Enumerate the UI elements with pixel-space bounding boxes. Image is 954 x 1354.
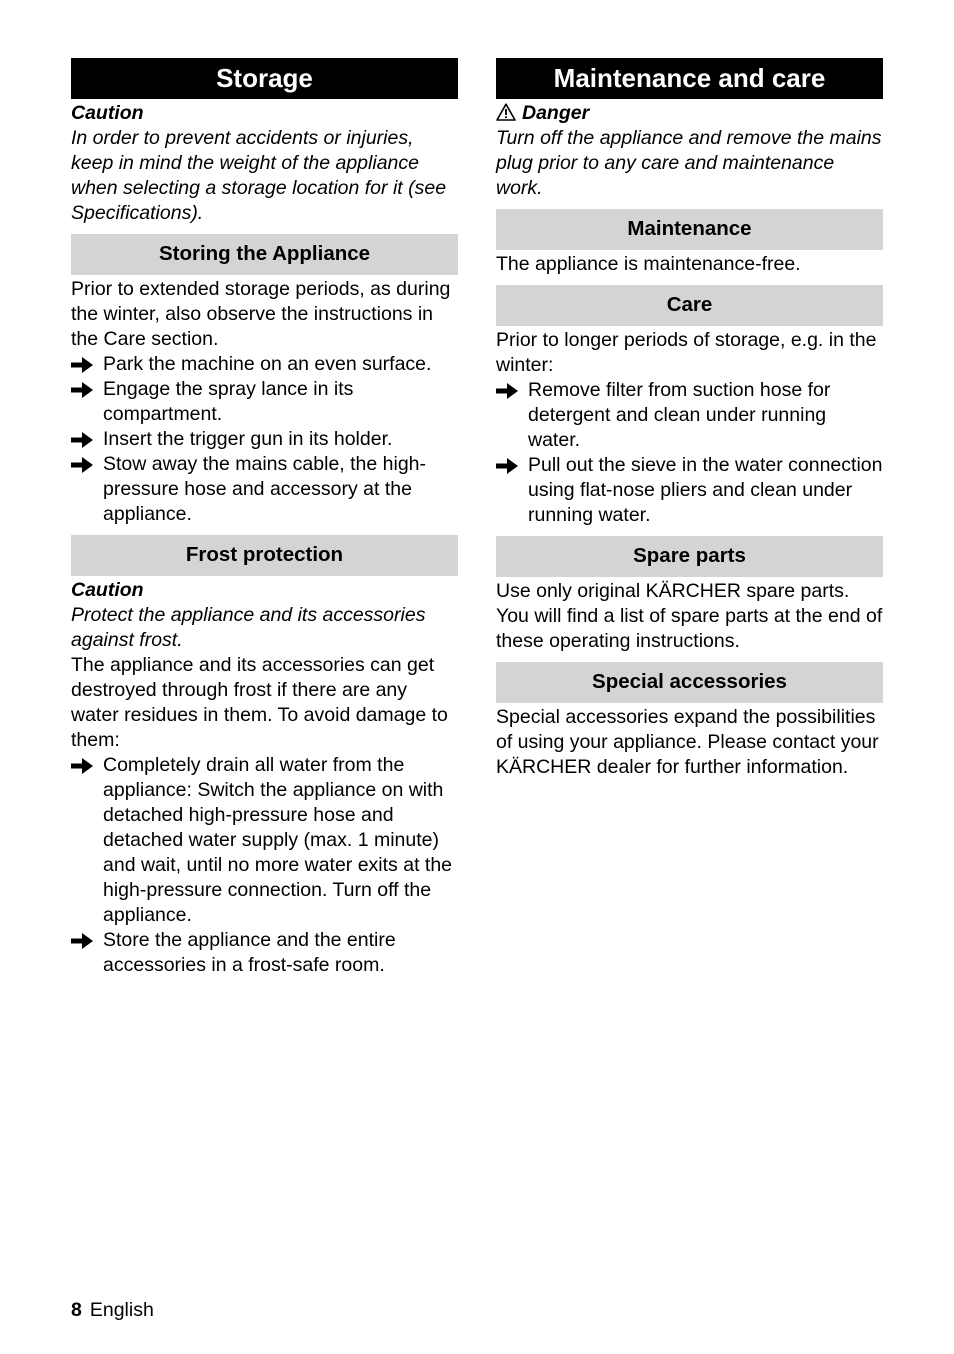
warning-triangle-icon — [496, 103, 516, 121]
arrow-right-icon — [71, 432, 93, 448]
special-accessories-heading: Special accessories — [496, 662, 883, 703]
storing-step-text: Park the machine on an even surface. — [103, 353, 432, 375]
footer-language: English — [89, 1299, 154, 1321]
page-footer — [71, 1298, 154, 1323]
maintenance-care-heading: Maintenance and care — [496, 58, 883, 99]
storing-appliance-heading: Storing the Appliance — [71, 234, 458, 275]
arrow-right-icon — [71, 758, 93, 774]
frost-step — [71, 753, 458, 928]
arrow-right-icon — [496, 458, 518, 474]
maintenance-column — [496, 58, 883, 780]
storing-intro: Prior to extended storage periods, as during the winter, also observe the instructions in the Care section. — [71, 278, 451, 350]
arrow-right-icon — [71, 457, 93, 473]
arrow-right-icon — [71, 382, 93, 398]
care-intro: Prior to longer periods of storage, e.g. in the winter: — [496, 329, 877, 376]
storing-step — [71, 452, 458, 527]
frost-intro: The appliance and its accessories can get destroyed through frost if there are any water residues in them. To avoid damage to them: — [71, 654, 448, 751]
storage-caution-label: Caution — [71, 102, 144, 124]
maintenance-text: The appliance is maintenance-free. — [496, 253, 801, 275]
storage-heading: Storage — [71, 58, 458, 99]
danger-text: Turn off the appliance and remove the mains plug prior to any care and maintenance work. — [496, 127, 882, 199]
frost-step-text: Completely drain all water from the appliance: Switch the appliance on with detached high-pressure hose and detached water supply (max. 1 minute) and wait, until no more water exits at the high-pressure connection. Turn off the appliance. — [103, 754, 453, 926]
spare-parts-heading: Spare parts — [496, 536, 883, 577]
storing-step — [71, 352, 458, 377]
care-step-text: Pull out the sieve in the water connection using flat-nose pliers and clean under running water. — [528, 454, 883, 526]
storing-step — [71, 377, 458, 427]
care-step — [496, 378, 883, 453]
arrow-right-icon — [71, 357, 93, 373]
storing-step-text: Engage the spray lance in its compartment. — [103, 378, 354, 425]
frost-protection-heading: Frost protection — [71, 535, 458, 576]
frost-step — [71, 928, 458, 978]
storage-column — [71, 58, 458, 978]
frost-caution-text: Protect the appliance and its accessories against frost. — [71, 604, 426, 651]
arrow-right-icon — [71, 933, 93, 949]
storage-caution-text: In order to prevent accidents or injuries, keep in mind the weight of the appliance when selecting a storage location for it (see Specifications). — [71, 127, 447, 224]
page-number: 8 — [71, 1299, 82, 1321]
storing-step-text: Stow away the mains cable, the high-pressure hose and accessory at the appliance. — [103, 453, 427, 525]
care-step — [496, 453, 883, 528]
care-step-text: Remove filter from suction hose for detergent and clean under running water. — [528, 379, 831, 451]
frost-caution-label: Caution — [71, 579, 144, 601]
care-heading: Care — [496, 285, 883, 326]
maintenance-heading: Maintenance — [496, 209, 883, 250]
danger-label: Danger — [522, 102, 590, 124]
frost-step-text: Store the appliance and the entire accessories in a frost-safe room. — [103, 929, 396, 976]
spare-parts-text: Use only original KÄRCHER spare parts. You will find a list of spare parts at the end of these operating instructions. — [496, 580, 883, 652]
storing-step-text: Insert the trigger gun in its holder. — [103, 428, 393, 450]
danger-label-row — [496, 101, 883, 126]
special-accessories-text: Special accessories expand the possibilities of using your appliance. Please contact your KÄRCHER dealer for further information. — [496, 706, 879, 778]
storing-step — [71, 427, 458, 452]
arrow-right-icon — [496, 383, 518, 399]
